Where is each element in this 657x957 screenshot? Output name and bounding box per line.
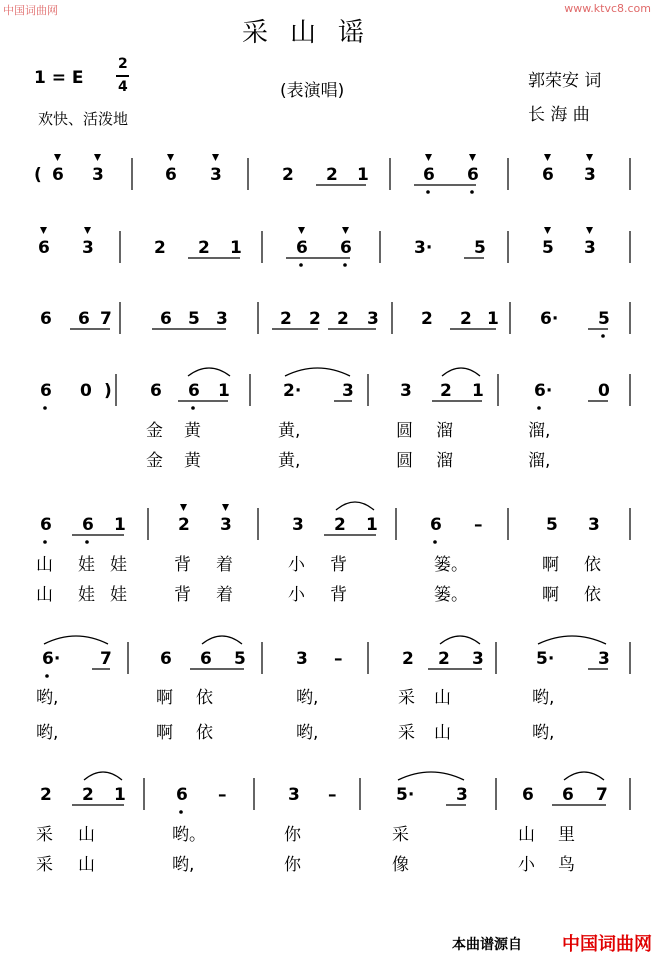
- upper-octave-dot: [40, 227, 47, 234]
- lyric-syllable: 哟,: [296, 688, 319, 708]
- note: 3: [92, 165, 104, 185]
- lyric-syllable: 哟,: [36, 688, 59, 708]
- note: 2: [154, 238, 166, 258]
- lyric-syllable: 溜,: [528, 421, 551, 441]
- upper-octave-dot: [586, 154, 593, 161]
- lyric-syllable: 哟。: [172, 825, 206, 845]
- lower-octave-dot: [537, 406, 541, 410]
- upper-octave-dot: [586, 227, 593, 234]
- note: 6: [160, 309, 172, 329]
- note: 6: [562, 785, 574, 805]
- note: 5: [546, 515, 558, 535]
- upper-octave-dot: [425, 154, 432, 161]
- note: 0: [80, 381, 92, 401]
- note: 2: [402, 649, 414, 669]
- note: 1: [114, 515, 126, 535]
- note: –: [328, 785, 337, 805]
- note: 2: [440, 381, 452, 401]
- tie-slur: [564, 772, 604, 780]
- note: 2: [337, 309, 349, 329]
- lyric-syllable: 采: [36, 825, 53, 845]
- note: 6: [467, 165, 479, 185]
- note: 3: [584, 238, 596, 258]
- note: 1: [487, 309, 499, 329]
- note: 3: [220, 515, 232, 535]
- tie-slur: [285, 368, 350, 376]
- lyricist-credit: 郭荣安 词: [528, 71, 602, 91]
- note: –: [334, 649, 343, 669]
- time-signature-top: 2: [118, 56, 128, 72]
- upper-octave-dot: [222, 504, 229, 511]
- note: 5: [542, 238, 554, 258]
- note: 6: [296, 238, 308, 258]
- lyric-syllable: 娃: [110, 585, 127, 605]
- lyric-syllable: 金: [146, 451, 163, 471]
- note: 2·: [283, 381, 302, 401]
- note: 6: [542, 165, 554, 185]
- lower-octave-dot: [433, 540, 437, 544]
- lyric-syllable: 溜,: [528, 451, 551, 471]
- lyric-syllable: 着: [216, 555, 233, 575]
- note: ): [104, 381, 112, 401]
- note: 3: [296, 649, 308, 669]
- lyric-syllable: 篓。: [434, 585, 468, 605]
- tie-slur: [398, 772, 464, 780]
- note: 2: [460, 309, 472, 329]
- lyric-syllable: 哟,: [296, 723, 319, 743]
- note: 2: [198, 238, 210, 258]
- lyric-syllable: 采: [36, 855, 53, 875]
- lyric-syllable: 你: [284, 825, 301, 845]
- note: 7: [596, 785, 608, 805]
- note: 1: [230, 238, 242, 258]
- lyric-syllable: 鸟: [558, 855, 575, 875]
- lyric-syllable: 背: [174, 585, 191, 605]
- note: 3: [82, 238, 94, 258]
- lyric-syllable: 山: [518, 825, 535, 845]
- note: 2: [82, 785, 94, 805]
- lyric-syllable: 黄,: [278, 421, 301, 441]
- note: 5: [598, 309, 610, 329]
- note: 6·: [540, 309, 559, 329]
- lyric-syllable: 啊: [156, 723, 173, 743]
- note: 6: [340, 238, 352, 258]
- tie-slur: [442, 368, 480, 376]
- lyric-syllable: 依: [584, 555, 601, 575]
- lower-octave-dot: [191, 406, 195, 410]
- lyric-syllable: 哟,: [532, 723, 555, 743]
- note: 1: [114, 785, 126, 805]
- lyric-syllable: 里: [558, 825, 575, 845]
- note: 3: [456, 785, 468, 805]
- lyric-syllable: 山: [36, 555, 53, 575]
- note: 6: [150, 381, 162, 401]
- note: 6: [38, 238, 50, 258]
- lyric-syllable: 依: [196, 723, 213, 743]
- note: 3: [342, 381, 354, 401]
- lyric-syllable: 山: [434, 688, 451, 708]
- note: 1: [472, 381, 484, 401]
- note: 3: [588, 515, 600, 535]
- note: 6: [165, 165, 177, 185]
- note: 6·: [42, 649, 61, 669]
- lyric-syllable: 圆: [396, 451, 413, 471]
- note: 5: [188, 309, 200, 329]
- lower-octave-dot: [343, 263, 347, 267]
- note: 1: [357, 165, 369, 185]
- tie-slur: [202, 636, 242, 644]
- upper-octave-dot: [84, 227, 91, 234]
- lyric-syllable: 圆: [396, 421, 413, 441]
- lower-octave-dot: [43, 540, 47, 544]
- upper-octave-dot: [54, 154, 61, 161]
- time-signature-bottom: 4: [118, 79, 128, 95]
- tie-slur: [538, 636, 606, 644]
- lyric-syllable: 采: [392, 825, 409, 845]
- note: 5: [234, 649, 246, 669]
- performance-note: (表演唱): [280, 81, 345, 101]
- composer-credit: 长 海 曲: [528, 105, 590, 125]
- footer-source-label: 本曲谱源自: [452, 937, 522, 953]
- note: 5: [474, 238, 486, 258]
- upper-octave-dot: [342, 227, 349, 234]
- note: 5·: [396, 785, 415, 805]
- footer-brand: 中国词曲网: [562, 934, 652, 955]
- lyric-syllable: 山: [434, 723, 451, 743]
- upper-octave-dot: [298, 227, 305, 234]
- note: 2: [334, 515, 346, 535]
- tie-slur: [44, 636, 108, 644]
- note: 2: [438, 649, 450, 669]
- note: (: [34, 165, 42, 185]
- note: 0: [598, 381, 610, 401]
- lower-octave-dot: [179, 810, 183, 814]
- lower-octave-dot: [43, 406, 47, 410]
- lyric-syllable: 采: [398, 723, 415, 743]
- note: 3: [472, 649, 484, 669]
- lyric-syllable: 小: [518, 855, 535, 875]
- lyric-syllable: 采: [398, 688, 415, 708]
- lower-octave-dot: [601, 334, 605, 338]
- lyric-syllable: 篓。: [434, 555, 468, 575]
- lyric-syllable: 背: [330, 585, 347, 605]
- note: 6: [82, 515, 94, 535]
- note: 2: [178, 515, 190, 535]
- lyric-syllable: 小: [288, 555, 305, 575]
- upper-octave-dot: [212, 154, 219, 161]
- watermark-left: 中国词曲网: [3, 4, 58, 17]
- lyric-syllable: 你: [284, 855, 301, 875]
- note: 3: [288, 785, 300, 805]
- key-signature: 1 = E: [34, 68, 84, 88]
- note: 3: [584, 165, 596, 185]
- tie-slur: [336, 502, 374, 510]
- note: 6: [188, 381, 200, 401]
- note: 3: [367, 309, 379, 329]
- song-title: 采山谣: [242, 18, 387, 48]
- lower-octave-dot: [426, 190, 430, 194]
- lower-octave-dot: [85, 540, 89, 544]
- note: 6: [423, 165, 435, 185]
- lyric-syllable: 山: [78, 855, 95, 875]
- watermark-right: www.ktvc8.com: [564, 2, 651, 15]
- upper-octave-dot: [469, 154, 476, 161]
- lyric-syllable: 啊: [542, 555, 559, 575]
- upper-octave-dot: [167, 154, 174, 161]
- lyric-syllable: 背: [174, 555, 191, 575]
- note: 6: [200, 649, 212, 669]
- note: 1: [218, 381, 230, 401]
- note: 6: [52, 165, 64, 185]
- lyric-syllable: 哟,: [172, 855, 195, 875]
- note: 6: [430, 515, 442, 535]
- note: 3: [598, 649, 610, 669]
- note: 3: [292, 515, 304, 535]
- note: 1: [366, 515, 378, 535]
- note: 3·: [414, 238, 433, 258]
- note: 6: [78, 309, 90, 329]
- lyric-syllable: 像: [392, 855, 409, 875]
- lyric-syllable: 着: [216, 585, 233, 605]
- note: 2: [421, 309, 433, 329]
- lyric-syllable: 娃: [78, 585, 95, 605]
- note: 3: [216, 309, 228, 329]
- note: 6: [522, 785, 534, 805]
- note: 6: [40, 309, 52, 329]
- tie-slur: [84, 772, 122, 780]
- lyric-syllable: 小: [288, 585, 305, 605]
- lyric-syllable: 哟,: [532, 688, 555, 708]
- note: 5·: [536, 649, 555, 669]
- note: 2: [282, 165, 294, 185]
- note: 7: [100, 309, 112, 329]
- note: 6: [40, 381, 52, 401]
- upper-octave-dot: [544, 154, 551, 161]
- note: 3: [400, 381, 412, 401]
- lyric-syllable: 啊: [542, 585, 559, 605]
- lyric-syllable: 金: [146, 421, 163, 441]
- lyric-syllable: 黄: [184, 451, 201, 471]
- lyric-syllable: 背: [330, 555, 347, 575]
- lyric-syllable: 哟,: [36, 723, 59, 743]
- note: –: [218, 785, 227, 805]
- lower-octave-dot: [45, 674, 49, 678]
- lyric-syllable: 溜: [436, 421, 453, 441]
- lower-octave-dot: [299, 263, 303, 267]
- note: 2: [280, 309, 292, 329]
- tie-slur: [440, 636, 480, 644]
- note: 2: [40, 785, 52, 805]
- upper-octave-dot: [94, 154, 101, 161]
- note: 6: [176, 785, 188, 805]
- tie-slur: [188, 368, 230, 376]
- tempo-marking: 欢快、活泼地: [38, 110, 129, 128]
- note: 2: [326, 165, 338, 185]
- lyric-syllable: 山: [36, 585, 53, 605]
- lyric-syllable: 黄,: [278, 451, 301, 471]
- note: 6: [160, 649, 172, 669]
- lyric-syllable: 黄: [184, 421, 201, 441]
- note: 6·: [534, 381, 553, 401]
- lyric-syllable: 山: [78, 825, 95, 845]
- lyric-syllable: 依: [584, 585, 601, 605]
- note: –: [474, 515, 483, 535]
- lyric-syllable: 依: [196, 688, 213, 708]
- upper-octave-dot: [180, 504, 187, 511]
- lyric-syllable: 娃: [78, 555, 95, 575]
- note: 6: [40, 515, 52, 535]
- lower-octave-dot: [470, 190, 474, 194]
- note: 3: [210, 165, 222, 185]
- lyric-syllable: 娃: [110, 555, 127, 575]
- lyric-syllable: 啊: [156, 688, 173, 708]
- note: 7: [100, 649, 112, 669]
- note: 2: [309, 309, 321, 329]
- upper-octave-dot: [544, 227, 551, 234]
- lyric-syllable: 溜: [436, 451, 453, 471]
